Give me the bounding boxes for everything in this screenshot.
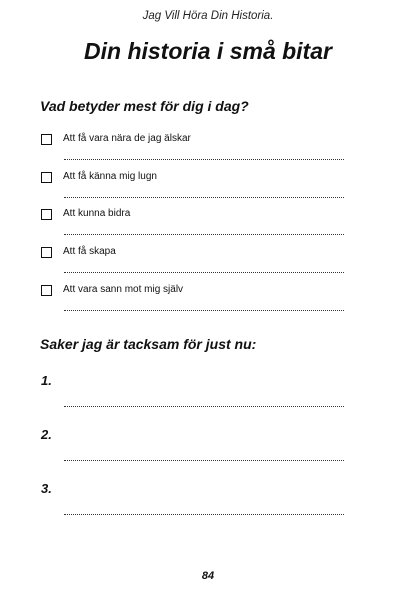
checkbox[interactable] <box>41 134 52 145</box>
writing-line[interactable] <box>64 197 344 198</box>
section-heading-priorities: Vad betyder mest för dig i dag? <box>40 98 249 114</box>
checklist-item <box>40 134 346 168</box>
writing-line[interactable] <box>64 234 344 235</box>
checklist-item <box>40 209 346 243</box>
item-number: 1. <box>41 373 52 388</box>
writing-line[interactable] <box>64 460 344 461</box>
writing-line[interactable] <box>64 310 344 311</box>
checklist-item-label: Att få känna mig lugn <box>63 171 157 182</box>
checkbox[interactable] <box>41 247 52 258</box>
writing-line[interactable] <box>64 272 344 273</box>
gratitude-item <box>40 427 346 467</box>
checkbox[interactable] <box>41 209 52 220</box>
checklist-item <box>40 285 346 319</box>
checklist-item-label: Att vara sann mot mig själv <box>63 284 184 295</box>
checklist-item <box>40 172 346 206</box>
page-number: 84 <box>201 570 215 582</box>
page-title: Din historia i små bitar <box>84 38 332 64</box>
checklist-item <box>40 247 346 281</box>
checklist-item-label: Att kunna bidra <box>63 208 131 219</box>
gratitude-item <box>40 373 346 413</box>
checkbox[interactable] <box>41 172 52 183</box>
header-note: Jag Vill Höra Din Historia. <box>142 10 274 22</box>
writing-line[interactable] <box>64 514 344 515</box>
checklist-item-label: Att få vara nära de jag älskar <box>63 133 191 144</box>
item-number: 3. <box>41 481 52 496</box>
item-number: 2. <box>41 427 52 442</box>
writing-line[interactable] <box>64 406 344 407</box>
writing-line[interactable] <box>64 159 344 160</box>
section-heading-gratitude: Saker jag är tacksam för just nu: <box>40 336 257 352</box>
gratitude-item <box>40 481 346 521</box>
checklist-item-label: Att få skapa <box>63 246 116 257</box>
checkbox[interactable] <box>41 285 52 296</box>
